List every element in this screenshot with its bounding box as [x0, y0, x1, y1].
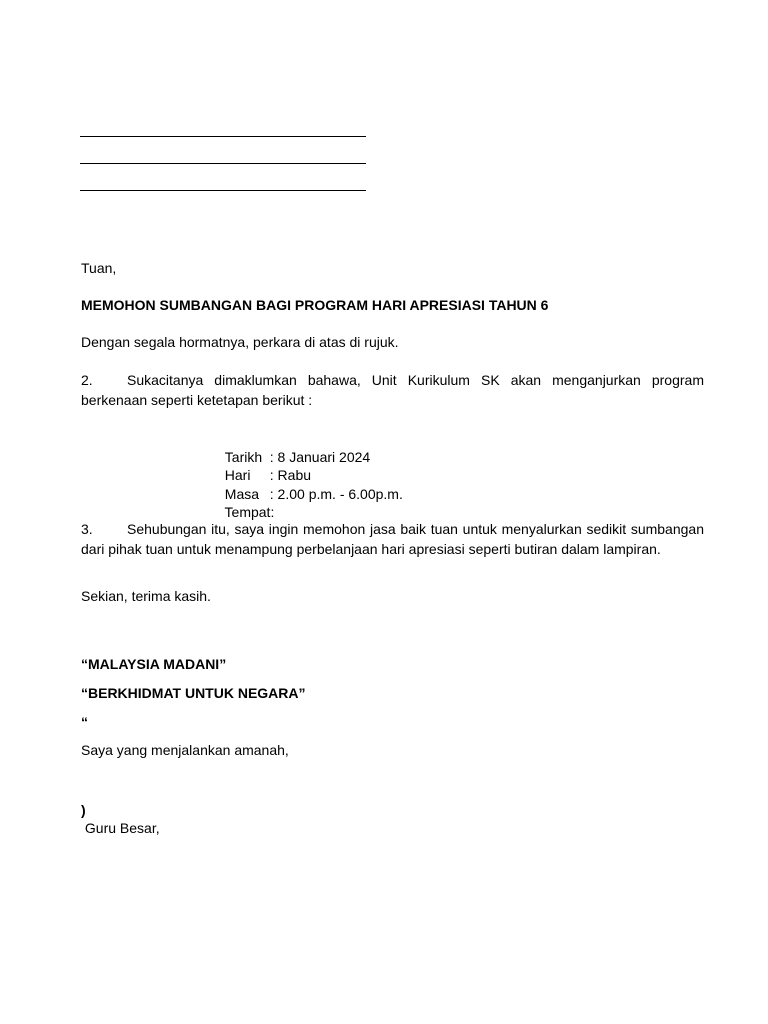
paragraph-3-text: Sehubungan itu, saya ingin memohon jasa baik tuan untuk menyalurkan sedikit sumbangan dari pihak tuan untuk menampung perbelanjaan hari apresiasi seperti butiran dalam lampiran. — [81, 521, 704, 557]
slogan-berkhidmat: “BERKHIDMAT UNTUK NEGARA” — [81, 685, 306, 701]
paragraph-2-number: 2. — [81, 372, 93, 388]
trust-line: Saya yang menjalankan amanah, — [81, 742, 289, 758]
signatory-title: Guru Besar, — [81, 820, 160, 836]
stray-quote-mark: “ — [81, 714, 88, 730]
detail-value: : Rabu — [269, 467, 312, 483]
paragraph-2-text: Sukacitanya dimaklumkan bahawa, Unit Kurikulum SK akan menganjurkan program berkenaan seperti ketetapan berikut : — [81, 372, 704, 408]
detail-label: Tempat: — [224, 504, 275, 520]
detail-label: Hari — [224, 467, 251, 483]
address-line-1 — [80, 136, 366, 137]
detail-label: Tarikh — [224, 449, 263, 465]
closing-line: Sekian, terima kasih. — [81, 588, 211, 604]
slogan-malaysia-madani: “MALAYSIA MADANI” — [81, 656, 227, 672]
detail-value: : 2.00 p.m. - 6.00p.m. — [269, 486, 403, 502]
detail-value: : 8 Januari 2024 — [269, 449, 371, 465]
paragraph-3-number: 3. — [81, 521, 93, 537]
detail-label: Masa — [224, 486, 260, 502]
paragraph-3 — [81, 519, 704, 559]
salutation: Tuan, — [81, 260, 117, 276]
address-line-2 — [80, 163, 366, 164]
subject-heading: MEMOHON SUMBANGAN BAGI PROGRAM HARI APRESIASI TAHUN 6 — [81, 297, 549, 313]
detail-row-tempat — [217, 482, 274, 522]
signature-paren: ) — [81, 802, 86, 818]
opening-line: Dengan segala hormatnya, perkara di atas di rujuk. — [81, 334, 399, 350]
paragraph-2 — [81, 370, 704, 410]
address-line-3 — [80, 190, 366, 191]
